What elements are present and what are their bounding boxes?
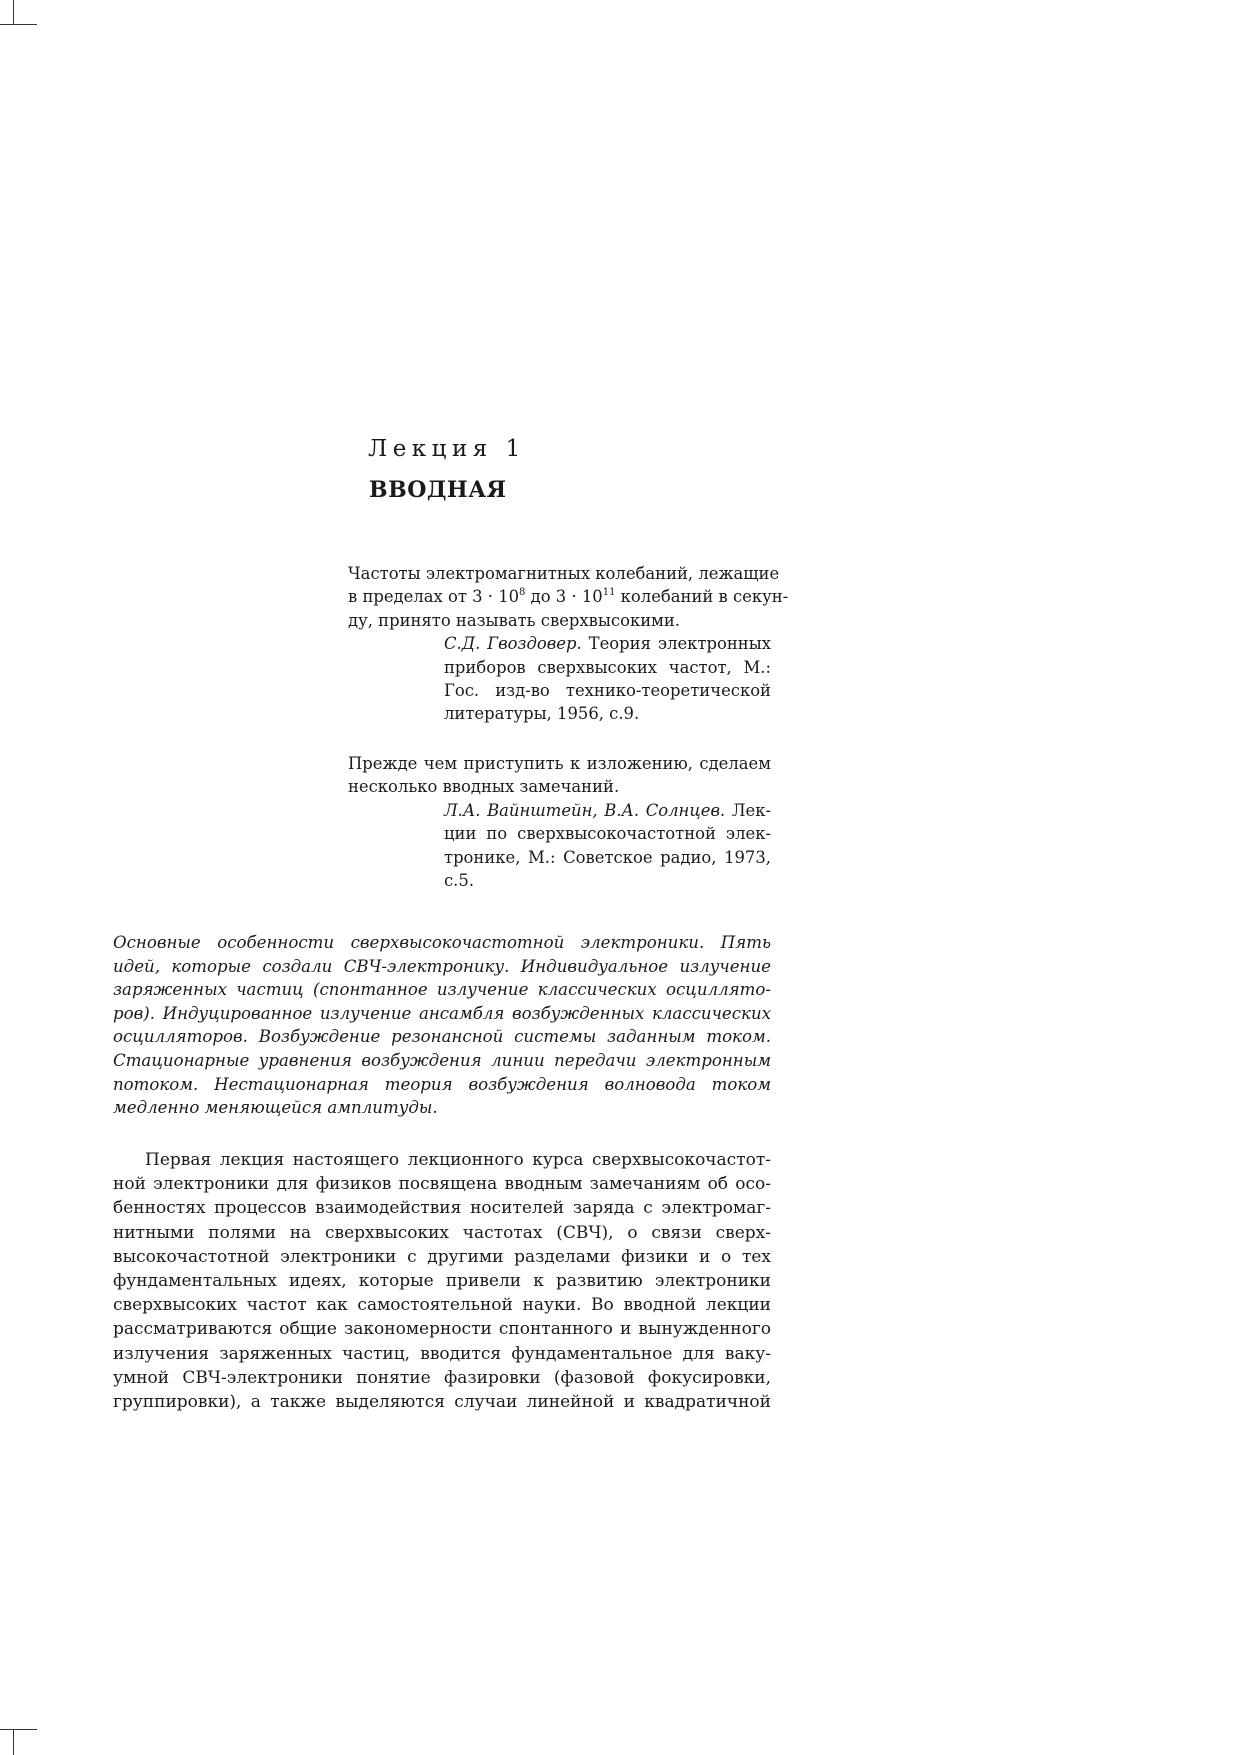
- epigraph-author: Л.А. Вайнштейн, В.А. Солнцев.: [444, 800, 726, 820]
- lecture-title: ВВОДНАЯ: [369, 477, 507, 503]
- body-line: ной электроники для физиков посвящена вводным замечаниям об осо-: [113, 1174, 771, 1195]
- epigraph-source-line: тронике, М.: Советское радио, 1973,: [444, 847, 771, 867]
- epigraph-source-line: с.5.: [444, 870, 475, 890]
- summary-line: ров). Индуцированное излучение ансамбля возбужденных классических: [113, 1003, 771, 1023]
- summary-line: осцилляторов. Возбуждение резонансной системы заданным током.: [113, 1027, 771, 1047]
- body-line: группировки), а также выделяются случаи линейной и квадратичной: [113, 1391, 771, 1412]
- lecture-number: Лекция 1: [368, 436, 526, 462]
- body-line: нитными полями на сверхвысоких частотах (СВЧ), о связи сверх-: [113, 1222, 771, 1243]
- epigraph-quote-line: Прежде чем приступить к изложению, сделаем: [348, 754, 771, 773]
- epigraph: [348, 752, 771, 892]
- body-line: умной СВЧ-электроники понятие фазировки (фазовой фокусировки,: [113, 1367, 771, 1388]
- body-line: сверхвысоких частот как самостоятельной науки. Во вводной лекции: [113, 1295, 771, 1316]
- epigraph-source-line: литературы, 1956, с.9.: [444, 704, 640, 724]
- epigraph-source-line: С.Д. Гвоздовер. Теория электронных: [444, 634, 771, 654]
- body-line: высокочастотной электроники с другими разделами физики и о тех: [113, 1246, 771, 1267]
- crop-mark-top-horizontal: [0, 24, 37, 25]
- epigraph-quote-line: Частоты электромагнитных колебаний, лежащие: [348, 564, 780, 583]
- exponent: 8: [519, 587, 526, 599]
- epigraph-source-line: Л.А. Вайнштейн, В.А. Солнцев. Лек-: [444, 800, 771, 820]
- summary-line: потоком. Нестационарная теория возбуждения волновода током: [113, 1074, 771, 1094]
- epigraph-source-line: ции по сверхвысокочастотной элек-: [444, 824, 771, 844]
- crop-mark-bottom-vertical: [13, 1729, 14, 1755]
- epigraph-source-line: приборов сверхвысоких частот, М.:: [444, 657, 771, 677]
- summary-line: Стационарные уравнения возбуждения линии передачи электронным: [113, 1050, 771, 1070]
- body-paragraph: [113, 1148, 771, 1414]
- lecture-summary: [113, 931, 771, 1120]
- summary-line: идей, которые создали СВЧ-электронику. Индивидуальное излучение: [113, 956, 771, 976]
- summary-line: медленно меняющейся амплитуды.: [113, 1098, 438, 1118]
- epigraph-source: [444, 799, 771, 893]
- epigraph-author: С.Д. Гвоздовер.: [444, 634, 582, 654]
- body-line: рассматриваются общие закономерности спонтанного и вынужденного: [113, 1319, 771, 1340]
- epigraph-source: [444, 632, 771, 726]
- body-line: фундаментальных идеях, которые привели к развитию электроники: [113, 1270, 771, 1291]
- epigraph-quote-line: в пределах от $3 \cdot 10^8$ до $3 \cdot 10^{11}$ колебаний в секун-: [348, 587, 789, 607]
- epigraph-source-line: Гос. изд-во технико-теоретической: [444, 680, 771, 700]
- summary-line: Основные особенности сверхвысокочастотной электроники. Пять: [113, 933, 771, 952]
- epigraph: [348, 562, 789, 726]
- epigraph-quote-line: ду, принято называть сверхвысокими.: [348, 610, 681, 630]
- exponent: 11: [602, 587, 616, 599]
- summary-line: заряженных частиц (спонтанное излучение классических осциллято-: [113, 980, 771, 1000]
- crop-mark-bottom-horizontal: [0, 1729, 37, 1730]
- crop-mark-top-vertical: [13, 0, 14, 24]
- body-line: бенностях процессов взаимодействия носителей заряда с электромаг-: [113, 1198, 771, 1219]
- epigraph-quote-line: несколько вводных замечаний.: [348, 777, 620, 797]
- body-line: излучения заряженных частиц, вводится фундаментальное для ваку-: [113, 1343, 771, 1364]
- body-line: Первая лекция настоящего лекционного курса сверхвысокочастот-: [145, 1150, 771, 1170]
